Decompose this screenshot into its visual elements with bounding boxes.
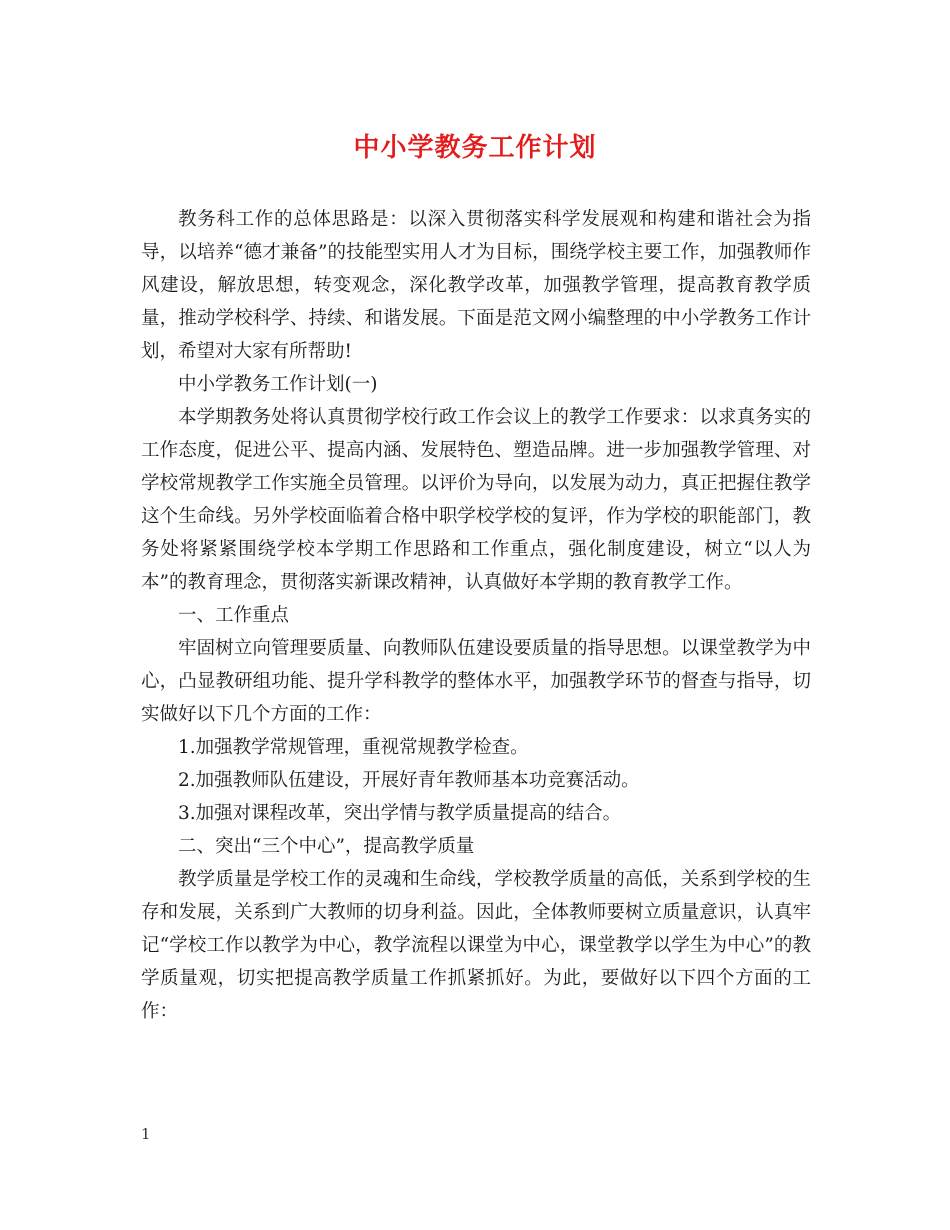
section-heading-plan-one: 中小学教务工作计划(一) — [178, 374, 378, 395]
list-item: 1.加强教学常规管理，重视常规教学检查。 — [178, 737, 529, 758]
document-title: 中小学教务工作计划 — [353, 133, 597, 163]
body-paragraph: 本学期教务处将认真贯彻学校行政工作会议上的教学工作要求：以求真务实的工作态度，促进公平、提高内涵、发展特色、塑造品牌。进一步加强教学管理、对学校常规教学工作实施全员管理。以评价为导向，以发展为动力，真正把握住教学这个生命线。另外学校面临着合格中职学校学校的复评，作为学校的职能部门，教务处将紧紧围绕学校本学期工作思路和工作重点，强化制度建设，树立“以人为本”的教育理念，贯彻落实新课改精神，认真做好本学期的教育教学工作。 — [141, 407, 811, 593]
section-heading-work-focus: 一、工作重点 — [178, 605, 290, 626]
body-paragraph: 教学质量是学校工作的灵魂和生命线，学校教学质量的高低，关系到学校的生存和发展，关系到广大教师的切身利益。因此，全体教师要树立质量意识，认真牢记“学校工作以教学为中心，教学流程以课堂为中心，课堂教学以学生为中心”的教学质量观，切实把提高教学质量工作抓紧抓好。为此，要做好以下四个方面的工作： — [141, 869, 811, 1022]
page-number: 1 — [141, 1125, 151, 1143]
list-item: 2.加强教师队伍建设，开展好青年教师基本功竞赛活动。 — [178, 770, 640, 791]
intro-paragraph: 教务科工作的总体思路是：以深入贯彻落实科学发展观和构建和谐社会为指导，以培养“德才兼备”的技能型实用人才为目标，围绕学校主要工作，加强教师作风建设，解放思想，转变观念，深化教学改革，加强教学管理，提高教育教学质量，推动学校科学、持续、和谐发展。下面是范文网小编整理的中小学教务工作计划，希望对大家有所帮助! — [141, 209, 811, 362]
section-heading-three-centers: 二、突出“三个中心”，提高教学质量 — [178, 836, 475, 857]
list-item: 3.加强对课程改革，突出学情与教学质量提高的结合。 — [178, 803, 622, 824]
document-body — [141, 203, 811, 1028]
body-paragraph: 牢固树立向管理要质量、向教师队伍建设要质量的指导思想。以课堂教学为中心，凸显教研组功能、提升学科教学的整体水平，加强教学环节的督查与指导，切实做好以下几个方面的工作： — [141, 638, 811, 725]
